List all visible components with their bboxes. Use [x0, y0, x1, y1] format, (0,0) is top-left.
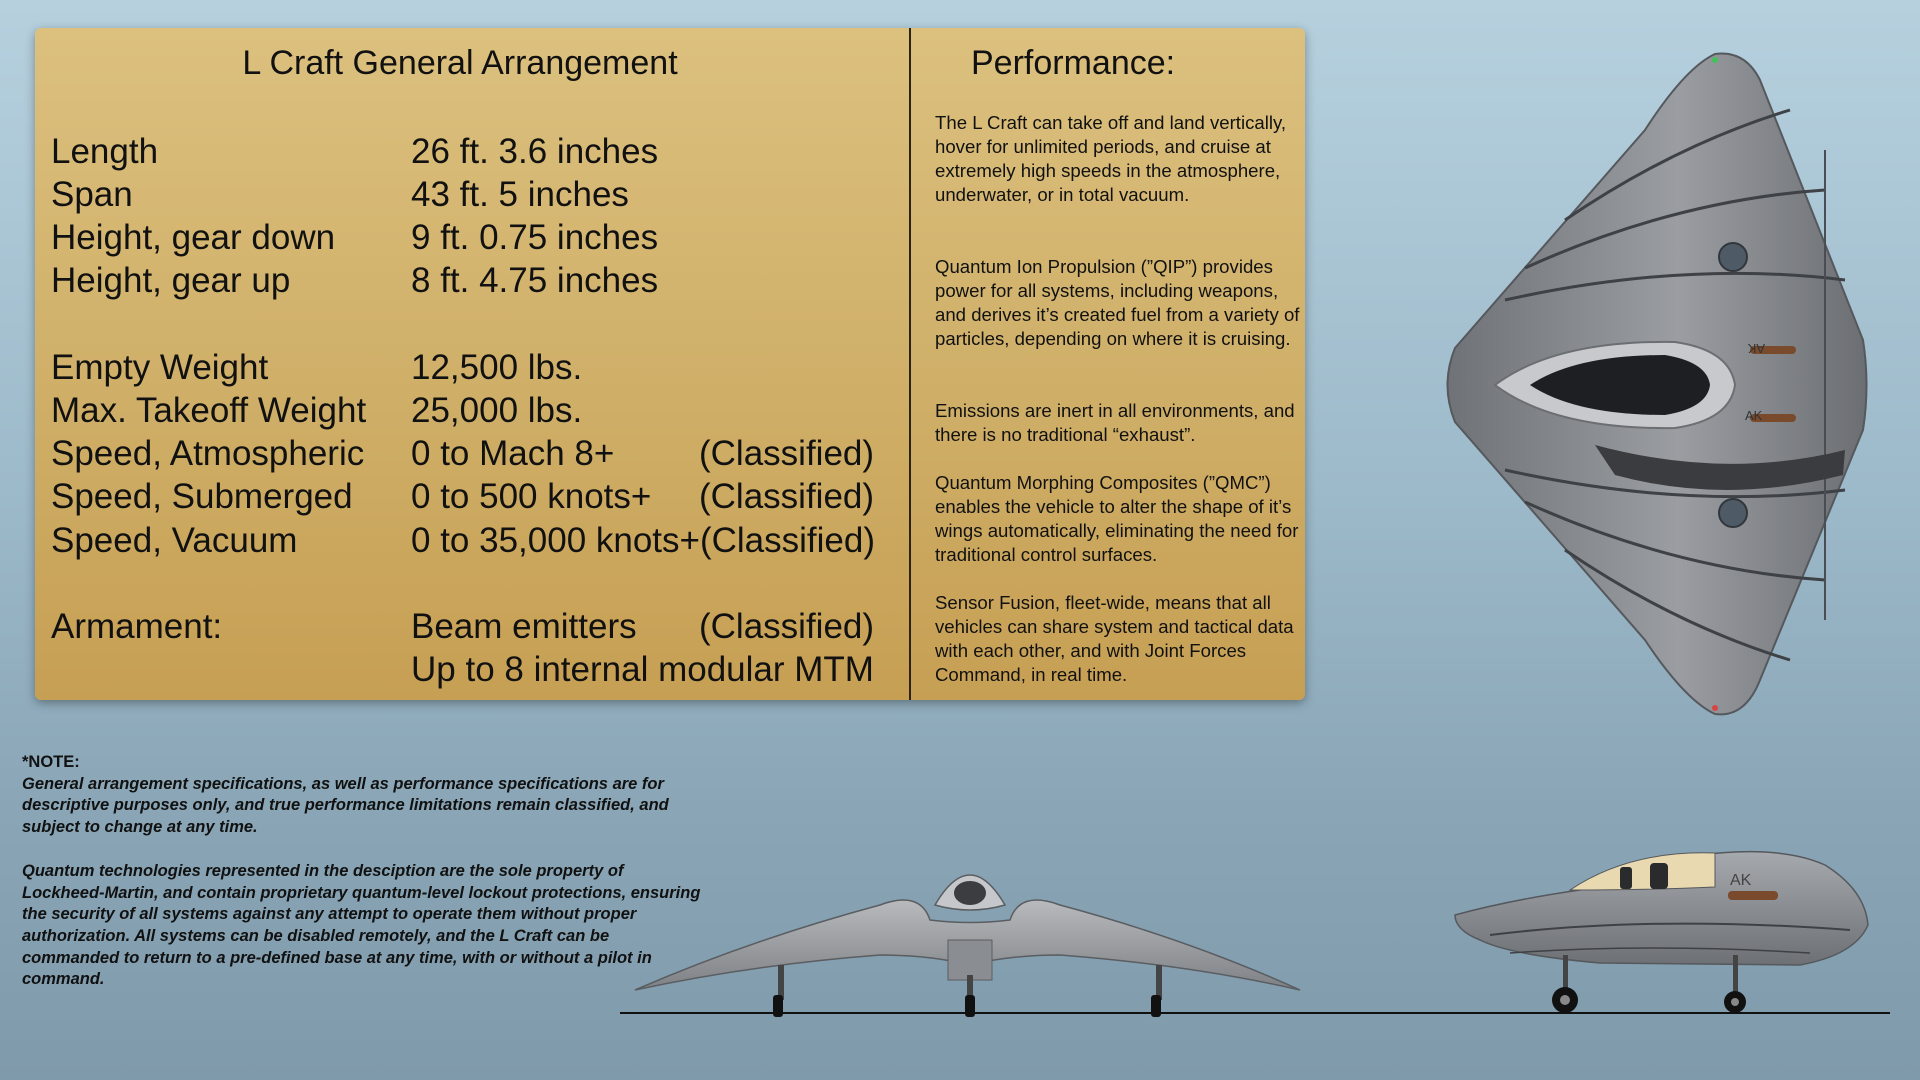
- top-view-port-upper: [1719, 243, 1747, 271]
- spec-label-armament: Armament:: [51, 607, 223, 646]
- spec-value-empty-weight: 12,500 lbs.: [411, 348, 583, 387]
- side-view-vent: [1728, 891, 1778, 900]
- performance-title: Performance:: [971, 44, 1176, 82]
- spec-value-height-gear-down: 9 ft. 0.75 inches: [411, 218, 659, 257]
- general-arrangement-title: L Craft General Arrangement: [242, 44, 678, 82]
- spec-label-max-takeoff-weight: Max. Takeoff Weight: [51, 391, 367, 430]
- nav-light-red: [1712, 705, 1718, 711]
- spec-label-speed-vacuum: Speed, Vacuum: [51, 521, 298, 560]
- spec-label-speed-atmospheric: Speed, Atmospheric: [51, 434, 365, 473]
- spec-label-length: Length: [51, 132, 159, 171]
- footnote-paragraph-specs: General arrangement specifications, as well as performance specifications are for descriptive purposes only, and true performance limitations remain classified, and subject to change at any time.: [22, 774, 669, 837]
- top-view-marking-lower: AK: [1745, 408, 1763, 423]
- performance-paragraph-qmc: Quantum Morphing Composites (”QMC”) enables the vehicle to alter the shape of it’s wings automatically, eliminating the need for traditional control surfaces.: [935, 472, 1299, 565]
- side-view-marking: AK: [1730, 872, 1752, 889]
- spec-label-height-gear-up: Height, gear up: [51, 261, 291, 300]
- nav-light-green: [1712, 57, 1718, 63]
- footnote-heading: *NOTE:: [22, 753, 80, 771]
- spec-note-armament: (Classified): [699, 607, 875, 646]
- front-view-gear-left: [778, 965, 784, 1000]
- spec-value-length: 26 ft. 3.6 inches: [411, 132, 659, 171]
- spec-note-speed-submerged: (Classified): [699, 477, 875, 516]
- spec-value-speed-submerged: 0 to 500 knots+: [411, 477, 652, 516]
- performance-paragraph-qip: Quantum Ion Propulsion (”QIP”) provides power for all systems, including weapons, and derives it’s created fuel from a variety of particles, depending on where it is cruising.: [935, 256, 1300, 349]
- performance-paragraph-sensor-fusion: Sensor Fusion, fleet-wide, means that all vehicles can share system and tactical data with each other, and with Joint Forces Command, in real time.: [935, 592, 1294, 685]
- footnote: [22, 752, 702, 991]
- panel-divider: [909, 28, 911, 700]
- spec-value-armament-mtm: Up to 8 internal modular MTM: [411, 650, 874, 689]
- top-view-marking-upper: AK: [1747, 341, 1765, 356]
- side-view-gear-front: [1733, 955, 1738, 997]
- spec-value-span: 43 ft. 5 inches: [411, 175, 629, 214]
- spec-value-height-gear-up: 8 ft. 4.75 inches: [411, 261, 659, 300]
- front-view-illustration: [630, 845, 1310, 1015]
- footnote-paragraph-quantum: Quantum technologies represented in the desciption are the sole property of Lockheed-Martin, and contain proprietary quantum-level lockout protections, ensuring the security of all systems against any attempt to operate them without proper authorization. All systems can be disabled remotely, and the L Craft can be commanded to return to a pre-defined base at any time, with or without a pilot in command.: [22, 861, 701, 989]
- spec-value-speed-vacuum: 0 to 35,000 knots+(Classified): [411, 521, 876, 560]
- spec-label-speed-submerged: Speed, Submerged: [51, 477, 353, 516]
- spec-value-max-takeoff-weight: 25,000 lbs.: [411, 391, 583, 430]
- performance-paragraph-emissions: Emissions are inert in all environments, and there is no traditional “exhaust”.: [935, 400, 1295, 445]
- ground-line: [620, 1012, 1890, 1014]
- top-view-illustration: [1445, 50, 1865, 720]
- spec-value-speed-atmospheric: 0 to Mach 8+: [411, 434, 615, 473]
- spec-panel: [35, 28, 1305, 700]
- side-view-illustration: [1450, 845, 1870, 1015]
- top-view-port-lower: [1719, 499, 1747, 527]
- spec-value-armament: Beam emitters: [411, 607, 637, 646]
- performance-paragraph-vtol: The L Craft can take off and land vertically, hover for unlimited periods, and cruise at extremely high speeds in the atmosphere, underwater, or in total vacuum.: [935, 112, 1287, 205]
- front-view-gear-right: [1156, 965, 1162, 1000]
- side-view-canopy: [1570, 853, 1715, 890]
- spec-note-speed-atmospheric: (Classified): [699, 434, 875, 473]
- spec-label-height-gear-down: Height, gear down: [51, 218, 336, 257]
- spec-label-empty-weight: Empty Weight: [51, 348, 269, 387]
- spec-label-span: Span: [51, 175, 133, 214]
